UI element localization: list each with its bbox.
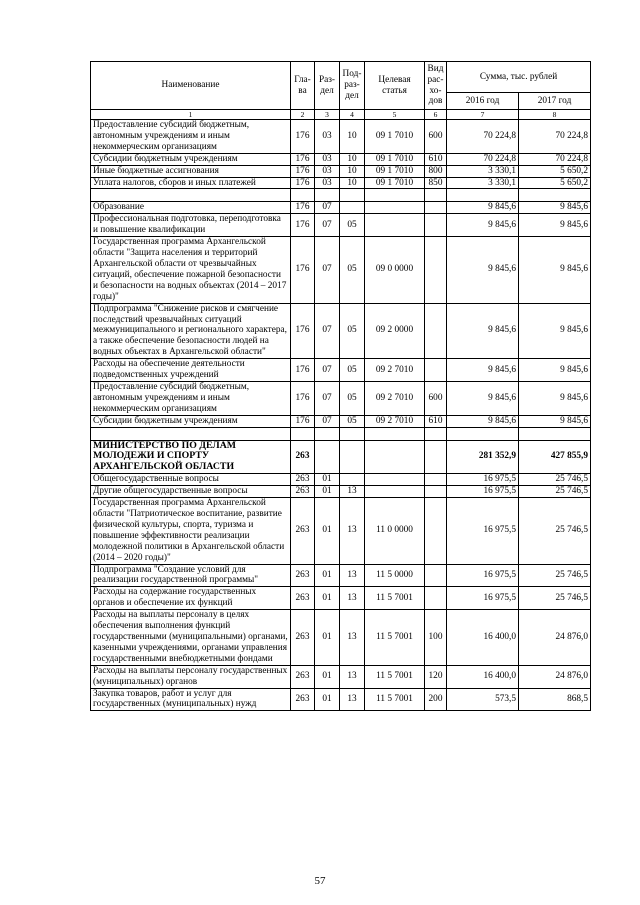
cell-razdel: 01	[315, 610, 340, 666]
cell-podrazdel: 05	[340, 214, 365, 237]
cell-razdel: 03	[315, 165, 340, 177]
cell-target: 11 0 0000	[365, 498, 425, 564]
table-row	[91, 415, 591, 427]
cell-2017: 5 650,2	[519, 165, 591, 177]
cell-2016: 9 845,6	[447, 214, 519, 237]
cell-target: 09 0 0000	[365, 237, 425, 303]
cell-razdel: 01	[315, 564, 340, 587]
cell-2017: 9 845,6	[519, 202, 591, 214]
cell-name: Уплата налогов, сборов и иных платежей	[91, 177, 291, 189]
cell-expense-type	[425, 202, 447, 214]
cell-target	[365, 440, 425, 474]
cell-razdel: 07	[315, 237, 340, 303]
cell-2017: 9 845,6	[519, 381, 591, 415]
budget-table	[90, 61, 591, 711]
cell-2017: 9 845,6	[519, 214, 591, 237]
cell-glava: 263	[291, 498, 315, 564]
cell-2017: 9 845,6	[519, 303, 591, 359]
cell-2016: 9 845,6	[447, 303, 519, 359]
cell-expense-type: 200	[425, 688, 447, 711]
cell-razdel: 07	[315, 303, 340, 359]
table-body	[91, 120, 591, 711]
cell-podrazdel: 10	[340, 177, 365, 189]
cell-2017: 24 876,0	[519, 665, 591, 688]
cell-glava: 263	[291, 688, 315, 711]
cell-glava: 176	[291, 381, 315, 415]
table-row	[91, 587, 591, 610]
cell-2016: 3 330,1	[447, 165, 519, 177]
column-number-row	[91, 110, 591, 120]
cell-2017: 25 746,5	[519, 498, 591, 564]
cell-podrazdel: 10	[340, 153, 365, 165]
cell-name: Расходы на выплаты персоналу в целях обеспечения выполнения функций государственными (муниципальными) органами, казенными учреждениями, органами управления государственными внебюджетными фондами	[91, 610, 291, 666]
cell-glava: 176	[291, 120, 315, 154]
cell-target: 09 1 7010	[365, 165, 425, 177]
table-row	[91, 165, 591, 177]
cell-expense-type	[425, 303, 447, 359]
cell-podrazdel: 10	[340, 120, 365, 154]
cell-target: 09 2 0000	[365, 303, 425, 359]
cell-2016: 16 400,0	[447, 610, 519, 666]
spacer-row	[91, 189, 591, 202]
empty-cell	[425, 427, 447, 440]
cell-razdel: 01	[315, 587, 340, 610]
cell-target: 11 5 7001	[365, 688, 425, 711]
cell-2017: 25 746,5	[519, 564, 591, 587]
empty-cell	[91, 427, 291, 440]
cell-2016: 9 845,6	[447, 359, 519, 382]
cell-2017: 25 746,5	[519, 587, 591, 610]
cell-2016: 16 975,5	[447, 498, 519, 564]
cell-name: Подпрограмма "Снижение рисков и смягчение последствий чрезвычайных ситуаций межмуниципального и регионального характера, а также обеспечение безопасности людей на водных объектах в Архангельской области"	[91, 303, 291, 359]
cell-name: Субсидии бюджетным учреждениям	[91, 415, 291, 427]
cell-2016: 16 975,5	[447, 486, 519, 498]
cell-razdel: 07	[315, 359, 340, 382]
empty-cell	[91, 189, 291, 202]
cell-podrazdel: 13	[340, 486, 365, 498]
cell-name: МИНИСТЕРСТВО ПО ДЕЛАМ МОЛОДЕЖИ И СПОРТУ АРХАНГЕЛЬСКОЙ ОБЛАСТИ	[91, 440, 291, 474]
cell-glava: 176	[291, 177, 315, 189]
empty-cell	[519, 189, 591, 202]
cell-podrazdel	[340, 202, 365, 214]
table-row	[91, 688, 591, 711]
column-number: 2	[291, 110, 315, 120]
column-number: 7	[447, 110, 519, 120]
table-row	[91, 381, 591, 415]
cell-target: 09 2 7010	[365, 359, 425, 382]
cell-glava: 176	[291, 237, 315, 303]
cell-target	[365, 486, 425, 498]
cell-podrazdel: 13	[340, 587, 365, 610]
cell-name: Иные бюджетные ассигнования	[91, 165, 291, 177]
cell-podrazdel: 05	[340, 381, 365, 415]
cell-name: Профессиональная подготовка, переподготовка и повышение квалификации	[91, 214, 291, 237]
cell-target	[365, 474, 425, 486]
cell-razdel: 01	[315, 474, 340, 486]
cell-name: Государственная программа Архангельской области "Патриотическое воспитание, развитие физической культуры, спорта, туризма и повышение эффективности реализации молодежной политики в Архангельской области (2014 – 2020 годы)"	[91, 498, 291, 564]
cell-podrazdel: 05	[340, 359, 365, 382]
cell-2016: 16 975,5	[447, 587, 519, 610]
cell-glava: 176	[291, 359, 315, 382]
cell-razdel: 03	[315, 120, 340, 154]
cell-expense-type: 800	[425, 165, 447, 177]
cell-razdel: 01	[315, 688, 340, 711]
table-row	[91, 486, 591, 498]
empty-cell	[340, 427, 365, 440]
cell-expense-type: 600	[425, 381, 447, 415]
cell-expense-type: 600	[425, 120, 447, 154]
cell-razdel: 01	[315, 486, 340, 498]
cell-razdel: 03	[315, 177, 340, 189]
cell-podrazdel	[340, 440, 365, 474]
table-row	[91, 498, 591, 564]
cell-podrazdel: 05	[340, 415, 365, 427]
cell-expense-type: 610	[425, 153, 447, 165]
column-number: 3	[315, 110, 340, 120]
cell-expense-type	[425, 498, 447, 564]
empty-cell	[365, 427, 425, 440]
cell-podrazdel: 13	[340, 498, 365, 564]
empty-cell	[365, 189, 425, 202]
table-row	[91, 303, 591, 359]
cell-expense-type	[425, 214, 447, 237]
cell-name: Другие общегосударственные вопросы	[91, 486, 291, 498]
cell-target: 11 5 7001	[365, 610, 425, 666]
cell-name: Общегосударственные вопросы	[91, 474, 291, 486]
cell-podrazdel: 13	[340, 610, 365, 666]
spacer-row	[91, 427, 591, 440]
page-number: 57	[314, 875, 326, 887]
table-row	[91, 474, 591, 486]
cell-2017: 9 845,6	[519, 415, 591, 427]
cell-2017: 25 746,5	[519, 486, 591, 498]
cell-glava: 263	[291, 440, 315, 474]
cell-name: Субсидии бюджетным учреждениям	[91, 153, 291, 165]
cell-name: Образование	[91, 202, 291, 214]
cell-2016: 70 224,8	[447, 153, 519, 165]
column-number: 1	[91, 110, 291, 120]
empty-cell	[340, 189, 365, 202]
cell-name: Расходы на обеспечение деятельности подведомственных учреждений	[91, 359, 291, 382]
cell-podrazdel	[340, 474, 365, 486]
table-header	[91, 62, 591, 120]
cell-glava: 263	[291, 610, 315, 666]
table-row	[91, 177, 591, 189]
cell-expense-type: 610	[425, 415, 447, 427]
cell-target: 09 1 7010	[365, 177, 425, 189]
table-row	[91, 153, 591, 165]
cell-glava: 263	[291, 486, 315, 498]
cell-glava: 263	[291, 665, 315, 688]
empty-cell	[291, 189, 315, 202]
empty-cell	[315, 189, 340, 202]
cell-podrazdel: 13	[340, 688, 365, 711]
cell-expense-type	[425, 564, 447, 587]
cell-razdel: 01	[315, 665, 340, 688]
cell-2016: 9 845,6	[447, 415, 519, 427]
table-row	[91, 440, 591, 474]
cell-podrazdel: 13	[340, 665, 365, 688]
cell-expense-type	[425, 440, 447, 474]
cell-razdel: 03	[315, 153, 340, 165]
table-row	[91, 665, 591, 688]
cell-2017: 427 855,9	[519, 440, 591, 474]
cell-glava: 176	[291, 153, 315, 165]
cell-expense-type	[425, 587, 447, 610]
cell-2017: 70 224,8	[519, 153, 591, 165]
header-razdel: Раз-дел	[315, 62, 340, 110]
cell-2016: 70 224,8	[447, 120, 519, 154]
cell-2017: 70 224,8	[519, 120, 591, 154]
cell-razdel	[315, 440, 340, 474]
cell-2016: 281 352,9	[447, 440, 519, 474]
cell-razdel: 07	[315, 381, 340, 415]
table-row	[91, 359, 591, 382]
cell-target: 09 2 7010	[365, 381, 425, 415]
header-target: Целевая статья	[365, 62, 425, 110]
cell-2017: 25 746,5	[519, 474, 591, 486]
cell-glava: 176	[291, 303, 315, 359]
header-2016: 2016 год	[447, 93, 519, 110]
cell-2017: 5 650,2	[519, 177, 591, 189]
cell-expense-type: 100	[425, 610, 447, 666]
empty-cell	[447, 189, 519, 202]
cell-target: 09 1 7010	[365, 153, 425, 165]
header-glava: Гла-ва	[291, 62, 315, 110]
cell-podrazdel: 10	[340, 165, 365, 177]
table-row	[91, 120, 591, 154]
empty-cell	[315, 427, 340, 440]
empty-cell	[291, 427, 315, 440]
cell-razdel: 07	[315, 202, 340, 214]
cell-glava: 176	[291, 202, 315, 214]
cell-2016: 9 845,6	[447, 202, 519, 214]
cell-2016: 16 975,5	[447, 474, 519, 486]
cell-target	[365, 214, 425, 237]
cell-name: Закупка товаров, работ и услуг для государственных (муниципальных) нужд	[91, 688, 291, 711]
cell-2016: 16 975,5	[447, 564, 519, 587]
cell-podrazdel: 05	[340, 303, 365, 359]
cell-podrazdel: 13	[340, 564, 365, 587]
cell-target	[365, 202, 425, 214]
cell-name: Предоставление субсидий бюджетным, автономным учреждениям и иным некоммерческим организациям	[91, 381, 291, 415]
cell-2017: 9 845,6	[519, 237, 591, 303]
cell-expense-type	[425, 237, 447, 303]
table-row	[91, 564, 591, 587]
cell-expense-type	[425, 486, 447, 498]
cell-razdel: 07	[315, 214, 340, 237]
cell-target: 11 5 7001	[365, 665, 425, 688]
cell-2016: 9 845,6	[447, 237, 519, 303]
cell-glava: 176	[291, 165, 315, 177]
header-expense-type: Вид рас-хо-дов	[425, 62, 447, 110]
column-number: 5	[365, 110, 425, 120]
table-row	[91, 202, 591, 214]
cell-expense-type: 850	[425, 177, 447, 189]
cell-2017: 24 876,0	[519, 610, 591, 666]
column-number: 4	[340, 110, 365, 120]
cell-glava: 263	[291, 564, 315, 587]
cell-expense-type: 120	[425, 665, 447, 688]
cell-podrazdel: 05	[340, 237, 365, 303]
cell-2016: 573,5	[447, 688, 519, 711]
header-podrazdel: Под-раз-дел	[340, 62, 365, 110]
header-sum: Сумма, тыс. рублей	[447, 62, 591, 93]
empty-cell	[425, 189, 447, 202]
cell-expense-type	[425, 359, 447, 382]
header-2017: 2017 год	[519, 93, 591, 110]
cell-glava: 176	[291, 415, 315, 427]
table-row	[91, 610, 591, 666]
cell-2017: 868,5	[519, 688, 591, 711]
column-number: 8	[519, 110, 591, 120]
cell-target: 11 5 7001	[365, 587, 425, 610]
cell-expense-type	[425, 474, 447, 486]
header-name: Наименование	[91, 62, 291, 110]
cell-glava: 263	[291, 587, 315, 610]
column-number: 6	[425, 110, 447, 120]
cell-target: 09 2 7010	[365, 415, 425, 427]
cell-name: Предоставление субсидий бюджетным, автономным учреждениям и иным некоммерческим организациям	[91, 120, 291, 154]
cell-target: 09 1 7010	[365, 120, 425, 154]
cell-target: 11 5 0000	[365, 564, 425, 587]
cell-razdel: 07	[315, 415, 340, 427]
cell-2017: 9 845,6	[519, 359, 591, 382]
table-row	[91, 237, 591, 303]
cell-2016: 16 400,0	[447, 665, 519, 688]
cell-glava: 176	[291, 214, 315, 237]
cell-name: Расходы на выплаты персоналу государственных (муниципальных) органов	[91, 665, 291, 688]
cell-2016: 3 330,1	[447, 177, 519, 189]
empty-cell	[519, 427, 591, 440]
cell-razdel: 01	[315, 498, 340, 564]
cell-name: Государственная программа Архангельской области "Защита населения и территорий Архангельской области от чрезвычайных ситуаций, обеспечение пожарной безопасности и безопасности на водных объектах (2014 – 2017 годы)"	[91, 237, 291, 303]
cell-glava: 263	[291, 474, 315, 486]
table-row	[91, 214, 591, 237]
cell-name: Подпрограмма "Создание условий для реализации государственной программы"	[91, 564, 291, 587]
empty-cell	[447, 427, 519, 440]
cell-name: Расходы на содержание государственных органов и обеспечение их функций	[91, 587, 291, 610]
cell-2016: 9 845,6	[447, 381, 519, 415]
